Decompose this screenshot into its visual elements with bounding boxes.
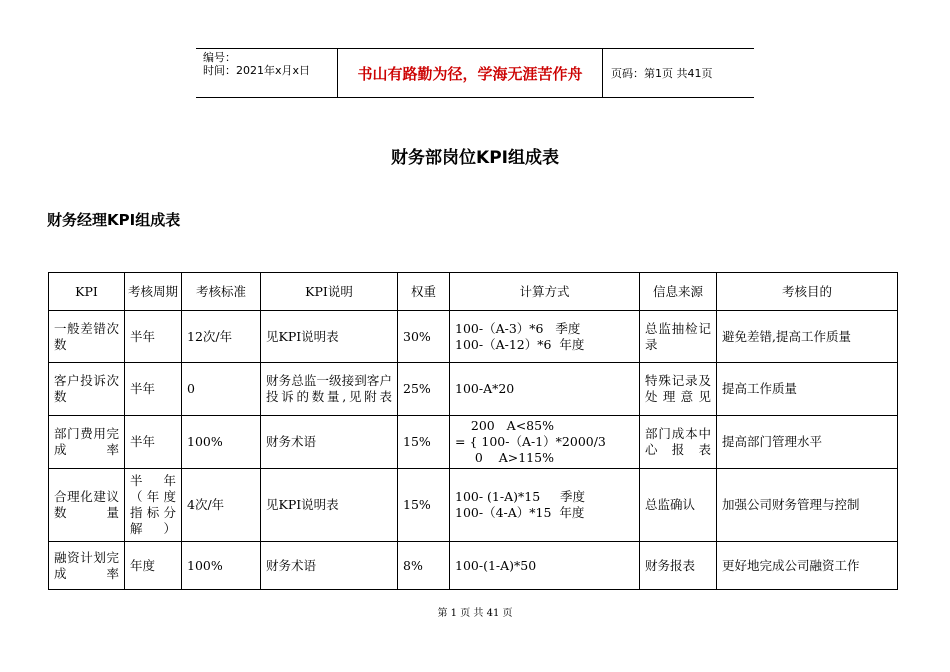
- cell-desc: 见KPI说明表: [261, 469, 398, 542]
- cell-kpi: 一般差错次数: [49, 311, 125, 363]
- calc-line: 100-（4-A）*15 年度: [455, 505, 585, 520]
- calc-line: 200 A<85%: [455, 418, 554, 433]
- table-row: [49, 416, 898, 469]
- cell-cycle: 半年: [125, 363, 182, 416]
- cell-calc: [450, 542, 640, 590]
- cell-desc: 财务术语: [261, 416, 398, 469]
- kpi-table: [48, 272, 898, 590]
- cell-kpi: 融资计划完成率: [49, 542, 125, 590]
- cell-source: 特殊记录及处理意见: [640, 363, 717, 416]
- table-header-row: [49, 273, 898, 311]
- calc-line: 0 A>115%: [455, 450, 554, 465]
- document-title: 财务部岗位KPI组成表: [391, 148, 559, 168]
- cell-desc: 财务总监一级接到客户投诉的数量,见附表: [261, 363, 398, 416]
- col-header-purpose: 考核目的: [717, 273, 898, 311]
- cell-cycle: 半年（年度指标分解）: [125, 469, 182, 542]
- cell-calc: [450, 416, 640, 469]
- cell-cycle: 半年: [125, 311, 182, 363]
- cell-purpose: 提高工作质量: [717, 363, 898, 416]
- col-header-desc: KPI说明: [261, 273, 398, 311]
- cell-calc: [450, 469, 640, 542]
- cell-purpose: 避免差错,提高工作质量: [717, 311, 898, 363]
- cell-calc: [450, 311, 640, 363]
- cell-purpose: 更好地完成公司融资工作: [717, 542, 898, 590]
- cell-weight: 25%: [398, 363, 450, 416]
- cell-kpi: 部门费用完成率: [49, 416, 125, 469]
- cell-source: 总监抽检记录: [640, 311, 717, 363]
- calc-line: 100-A*20: [455, 381, 515, 396]
- table-row: [49, 363, 898, 416]
- table-row: [49, 311, 898, 363]
- cell-standard: 100%: [182, 416, 261, 469]
- cell-weight: 8%: [398, 542, 450, 590]
- calc-line: 100-（A-12）*6 年度: [455, 336, 585, 352]
- page-footer: 第 1 页 共 41 页: [437, 608, 513, 619]
- cell-standard: 100%: [182, 542, 261, 590]
- cell-standard: 4次/年: [182, 469, 261, 542]
- calc-line: 100-(1-A)*50: [455, 557, 537, 573]
- date-label: 时间：2021年x月x日: [203, 64, 311, 77]
- calc-line: 100-（A-3）*6 季度: [455, 320, 581, 336]
- col-header-weight: 权重: [398, 273, 450, 311]
- cell-standard: 0: [182, 363, 261, 416]
- cell-source: 总监确认: [640, 469, 717, 542]
- cell-calc: [450, 363, 640, 416]
- cell-desc: 财务术语: [261, 542, 398, 590]
- col-header-cycle: 考核周期: [125, 273, 182, 311]
- cell-standard: 12次/年: [182, 311, 261, 363]
- col-header-source: 信息来源: [640, 273, 717, 311]
- table-row: [49, 542, 898, 590]
- cell-desc: 见KPI说明表: [261, 311, 398, 363]
- table-row: [49, 469, 898, 542]
- cell-kpi: 合理化建议数量: [49, 469, 125, 542]
- col-header-kpi: KPI: [49, 273, 125, 311]
- header-meta: [196, 49, 338, 97]
- cell-source: 财务报表: [640, 542, 717, 590]
- header-motto: 书山有路勤为径，学海无涯苦作舟: [338, 49, 603, 97]
- cell-cycle: 年度: [125, 542, 182, 590]
- cell-weight: 30%: [398, 311, 450, 363]
- cell-cycle: 半年: [125, 416, 182, 469]
- cell-weight: 15%: [398, 416, 450, 469]
- cell-purpose: 提高部门管理水平: [717, 416, 898, 469]
- cell-weight: 15%: [398, 469, 450, 542]
- number-label: 编号：: [203, 51, 236, 64]
- col-header-calc: 计算方式: [450, 273, 640, 311]
- cell-purpose: 加强公司财务管理与控制: [717, 469, 898, 542]
- calc-line: = { 100-（A-1）*2000/3: [455, 434, 606, 449]
- cell-kpi: 客户投诉次数: [49, 363, 125, 416]
- document-header: [196, 48, 754, 98]
- calc-line: 100- (1-A)*15 季度: [455, 489, 586, 504]
- cell-source: 部门成本中心报表: [640, 416, 717, 469]
- section-title: 财务经理KPI组成表: [47, 211, 181, 229]
- col-header-standard: 考核标准: [182, 273, 261, 311]
- header-page-code: 页码：第1页 共41页: [611, 67, 713, 80]
